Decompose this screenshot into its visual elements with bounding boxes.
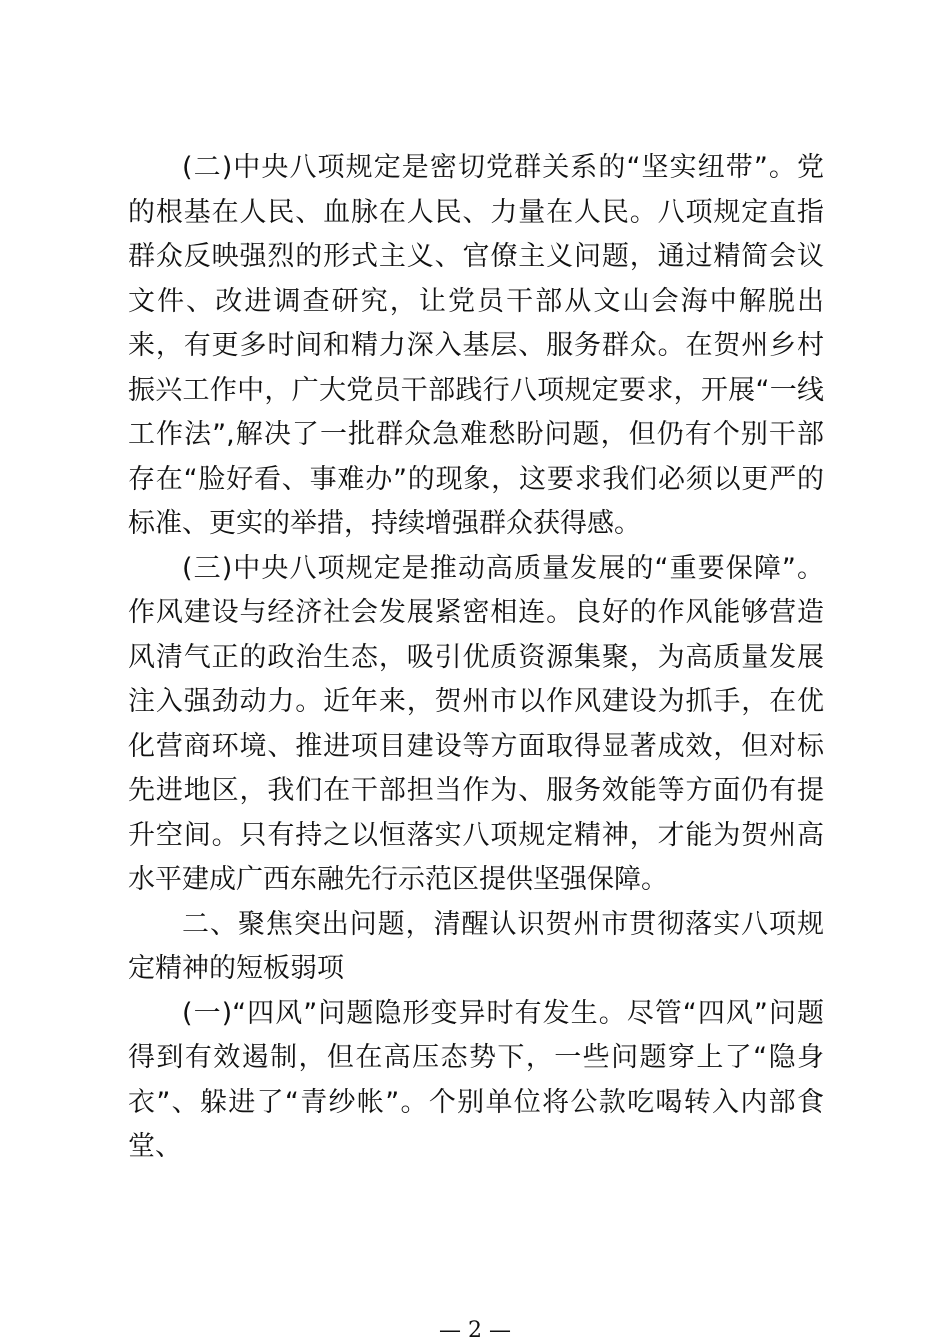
section-heading-prominent-problems: 二、聚焦突出问题，清醒认识贺州市贯彻落实八项规定精神的短板弱项 (128, 908, 824, 984)
document-body (128, 146, 824, 1170)
paragraph-high-quality-development: (三)中央八项规定是推动高质量发展的“重要保障”。作风建设与经济社会发展紧密相连。良好的作风能够营造风清气正的政治生态，吸引优质资源集聚，为高质量发展注入强劲动力。近年来，贺州市以作风建设为抓手，在优化营商环境、推进项目建设等方面取得显著成效，但对标先进地区，我们在干部担当作为、服务效能等方面仍有提升空间。只有持之以恒落实八项规定精神，才能为贺州高水平建成广西东融先行示范区提供坚强保障。 (128, 552, 824, 895)
paragraph-four-winds-problems: (一)“四风”问题隐形变异时有发生。尽管“四风”问题得到有效遏制，但在高压态势下，一些问题穿上了“隐身衣”、躲进了“青纱帐”。个别单位将公款吃喝转入内部食堂、 (128, 997, 824, 1162)
paragraph-party-mass-relations: (二)中央八项规定是密切党群关系的“坚实纽带”。党的根基在人民、血脉在人民、力量在人民。八项规定直指群众反映强烈的形式主义、官僚主义问题，通过精简会议文件、改进调查研究，让党员干部从文山会海中解脱出来，有更多时间和精力深入基层、服务群众。在贺州乡村振兴工作中，广大党员干部践行八项规定要求，开展“一线工作法”,解决了一批群众急难愁盼问题，但仍有个别干部存在“脸好看、事难办”的现象，这要求我们必须以更严的标准、更实的举措，持续增强群众获得感。 (128, 152, 824, 539)
page-number: — 2 — (439, 1318, 511, 1343)
